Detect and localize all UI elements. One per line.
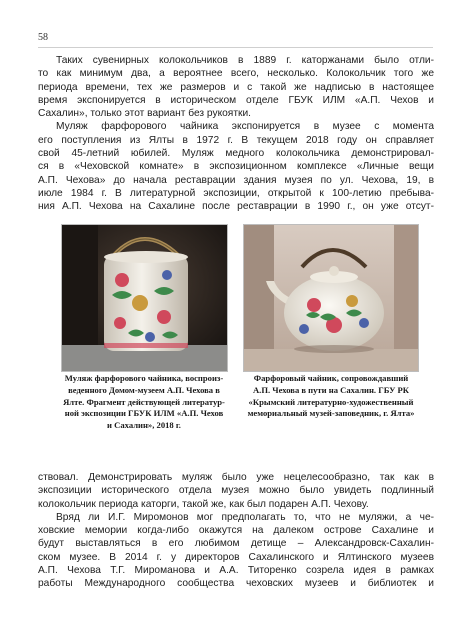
caption-right bbox=[236, 373, 426, 420]
text-line: ствовал. Демонстрировать муляж было уже нецелесообразно, так как в bbox=[38, 472, 434, 483]
caption-line: А.П. Чехова в пути на Сахалин. ГБУ РК bbox=[252, 384, 410, 395]
header-rule bbox=[38, 47, 433, 48]
text-line: ховские мемории когда-либо окажутся на далеком острове Сахалине и bbox=[38, 525, 434, 537]
text-line: Вряд ли И.Г. Миромонов мог предполагать то, что не муляжи, а че- bbox=[56, 511, 434, 523]
text-line: А.П. Чехова» до начала реставрации здания музея по ул. Чехова, 19, в bbox=[38, 174, 434, 186]
teapot-replica-illustration bbox=[62, 225, 227, 371]
caption-line: мемориальный музей-заповедник, г. Ялта» bbox=[247, 408, 415, 419]
text-line: работы Международного сообщества чеховских музеев и библиотек и bbox=[38, 578, 434, 590]
photo-teapot-replica bbox=[62, 225, 227, 371]
text-line: ния А.П. Чехова на Сахалине после реставрации в 1990 г., он уже отсут- bbox=[38, 201, 434, 213]
text-line: колокольчик периода каторги, такой же, как был подарен А.П. Чехову. bbox=[38, 498, 369, 510]
caption-line: Муляж фарфорового чайника, воспроиз- bbox=[64, 373, 224, 383]
text-line: будут выставляться в его любимом детище – Александровск-Сахалин- bbox=[38, 538, 434, 550]
page-number: 58 bbox=[38, 32, 48, 43]
text-line: А.П. Чехова Т.Г. Мироманова и А.А. Титоренко созрела идея в рамках bbox=[38, 565, 434, 577]
photo-teapot-original bbox=[244, 225, 418, 371]
text-line: ском музее. В 2014 г. у директоров Сахалинского и Ялтинского музеев bbox=[38, 551, 434, 563]
caption-line: ной экспозиции ГБУК ИЛМ «А.П. Чехов bbox=[64, 408, 224, 419]
text-line: Муляж фарфорового чайника экспонируется в музее с момента bbox=[56, 121, 434, 133]
text-line: то как минимум два, а вероятнее всего, несколько. Колокольчик того же bbox=[38, 68, 434, 80]
caption-line: веденного Домом-музеем А.П. Чехова в bbox=[68, 384, 220, 395]
teapot-original-illustration bbox=[244, 225, 418, 371]
text-line: периода времени, тех же размеров и с такой же надписью в настоящее bbox=[38, 81, 434, 93]
caption-left bbox=[56, 373, 232, 432]
text-line: июле 1984 г. В литературной экспозиции, открытой к 100-летию пребыва- bbox=[38, 187, 434, 199]
text-line: время экспонируется в историческом отделе ГБУК ИЛМ «А.П. Чехов и bbox=[38, 94, 434, 106]
text-line: его поступления из Ялты в 1972 г. В текущем 2018 году он справляет bbox=[38, 134, 434, 146]
text-line: свой 45-летний юбилей. Муляж медного колокольчика демонстрировал- bbox=[38, 148, 434, 160]
caption-line: «Крымский литературно-художественный bbox=[248, 396, 414, 407]
text-line: Сахалин», только этот вариант без рукоятки. bbox=[38, 108, 251, 120]
body-text-bottom bbox=[38, 471, 434, 591]
text-line: ся в «Чеховской комнате» в экспозиционном комплексе «Личные вещи bbox=[38, 161, 434, 173]
caption-line: и Сахалин», 2018 г. bbox=[107, 420, 181, 431]
caption-line: Фарфоровый чайник, сопровождавший bbox=[253, 373, 409, 383]
caption-line: Ялте. Фрагмент действующей литератур- bbox=[63, 396, 225, 407]
text-line: Таких сувенирных колокольчиков в 1889 г. каторжанами было отли- bbox=[56, 55, 434, 66]
text-line: экспозиции исторического отдела музея можно было увидеть подлинный bbox=[38, 485, 434, 497]
body-text-top bbox=[38, 54, 434, 214]
